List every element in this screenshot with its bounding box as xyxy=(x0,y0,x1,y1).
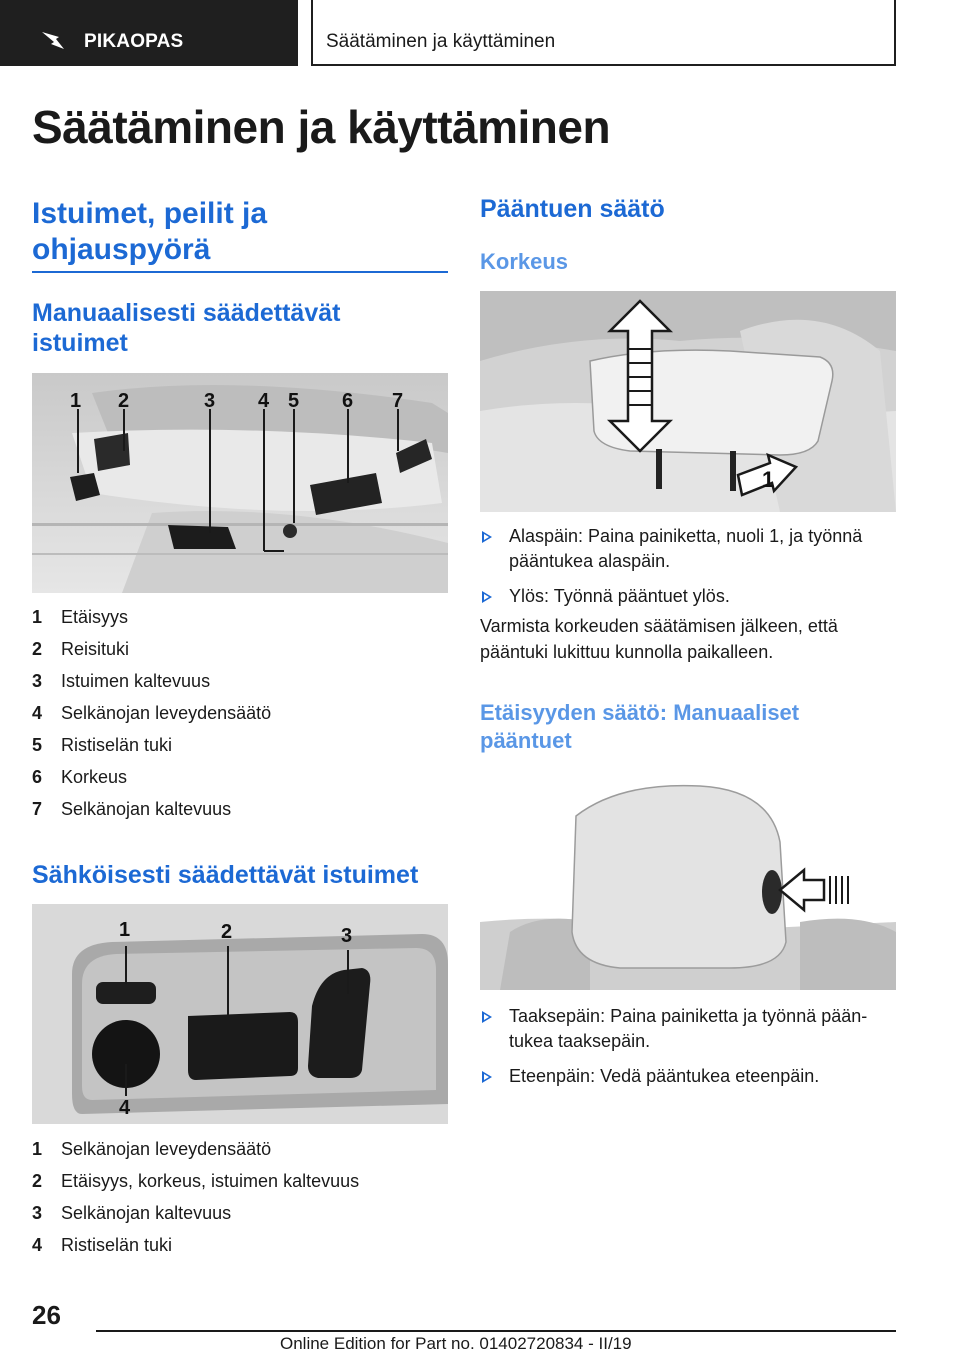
callout-label: 4 xyxy=(119,1097,131,1119)
legend-item: 3 Selkänojan kaltevuus xyxy=(32,1203,232,1223)
manual-seat-illustration xyxy=(32,373,448,593)
bullet-item: Taaksepäin: Paina painiketta ja työnnä pään- tukea taaksepäin. xyxy=(480,1004,896,1054)
callout-label: 2 xyxy=(221,921,233,943)
headrest-distance-illustration xyxy=(480,772,896,990)
callout-label: 3 xyxy=(341,925,353,947)
distance-subtitle-line: pääntuet xyxy=(480,728,572,753)
legend-item: 5 Ristiselän tuki xyxy=(32,735,173,755)
legend-item: 6 Korkeus xyxy=(32,767,128,787)
legend-item: 4 Selkänojan leveydensäätö xyxy=(32,703,272,723)
bullet-triangle-icon xyxy=(482,1071,492,1083)
callout-label: 6 xyxy=(342,390,354,412)
legend-item: 3 Istuimen kaltevuus xyxy=(32,671,211,691)
bullet-item: Alaspäin: Paina painiketta, nuoli 1, ja työnnä pääntukea alaspäin. xyxy=(480,524,896,574)
manual-seat-photo xyxy=(32,373,448,593)
bullet-item: Eteenpäin: Vedä pääntukea eteenpäin. xyxy=(480,1064,896,1089)
section-title xyxy=(32,196,267,268)
callout-label: 1 xyxy=(70,390,82,412)
callout-label: 2 xyxy=(118,390,130,412)
callout-label: 5 xyxy=(288,390,300,412)
footer-rule xyxy=(96,1330,896,1332)
manual-seats-title xyxy=(32,298,340,358)
bullet-triangle-icon xyxy=(482,591,492,603)
section-tab-label: PIKAOPAS xyxy=(84,31,184,52)
callout-label: 7 xyxy=(392,390,404,412)
distance-bullets xyxy=(480,1004,896,1099)
distance-subtitle xyxy=(480,699,799,755)
page-number: 26 xyxy=(32,1300,61,1330)
section-tab[interactable] xyxy=(0,0,298,66)
height-note: Varmista korkeuden säätämisen jälkeen, että pääntuki lukittuu kunnolla paikalleen. xyxy=(480,616,838,662)
headrest-height-photo xyxy=(480,291,896,512)
headrest-title: Pääntuen säätö xyxy=(480,195,665,223)
callout-label: 3 xyxy=(204,390,216,412)
electric-seat-legend xyxy=(32,1133,359,1261)
edition-footer: Online Edition for Part no. 01402720834 - II/19 xyxy=(280,1334,632,1353)
height-subtitle: Korkeus xyxy=(480,249,569,274)
bullet-item: Ylös: Työnnä pääntuet ylös. xyxy=(480,584,896,609)
section-title-line: Istuimet, peilit ja xyxy=(32,197,268,230)
chapter-tab[interactable] xyxy=(311,0,896,66)
page-header xyxy=(0,0,960,66)
distance-subtitle-line: Etäisyyden säätö: Manuaaliset xyxy=(480,700,800,725)
callout-label: 4 xyxy=(258,390,270,412)
section-rule xyxy=(32,271,448,273)
chapter-tab-label: Säätäminen ja käyttäminen xyxy=(326,31,556,52)
height-bullets xyxy=(480,524,896,619)
manual-seat-legend xyxy=(32,601,271,825)
callout-label: 1 xyxy=(762,467,775,492)
electric-seats-title: Sähköisesti säädettävät istuimet xyxy=(32,861,419,889)
manual-seats-title-line: istuimet xyxy=(32,329,128,357)
legend-item: 4 Ristiselän tuki xyxy=(32,1235,173,1255)
bullet-triangle-icon xyxy=(482,1011,492,1023)
legend-item: 7 Selkänojan kaltevuus xyxy=(32,799,232,819)
section-title-line: ohjauspyörä xyxy=(32,233,211,266)
legend-item: 2 Etäisyys, korkeus, istuimen kaltevuus xyxy=(32,1171,360,1191)
legend-item: 1 Etäisyys xyxy=(32,607,129,627)
manual-seats-title-line: Manuaalisesti säädettävät xyxy=(32,299,341,327)
page-title: Säätäminen ja käyttäminen xyxy=(32,101,611,153)
headrest-distance-photo xyxy=(480,772,896,990)
headrest-height-illustration xyxy=(480,291,896,512)
electric-seat-controls-illustration xyxy=(32,904,448,1124)
bullet-triangle-icon xyxy=(482,531,492,543)
legend-item: 2 Reisituki xyxy=(32,639,130,659)
quick-guide-icon xyxy=(40,30,66,50)
legend-item: 1 Selkänojan leveydensäätö xyxy=(32,1139,272,1159)
callout-label: 1 xyxy=(119,919,131,941)
electric-seat-photo xyxy=(32,904,448,1124)
